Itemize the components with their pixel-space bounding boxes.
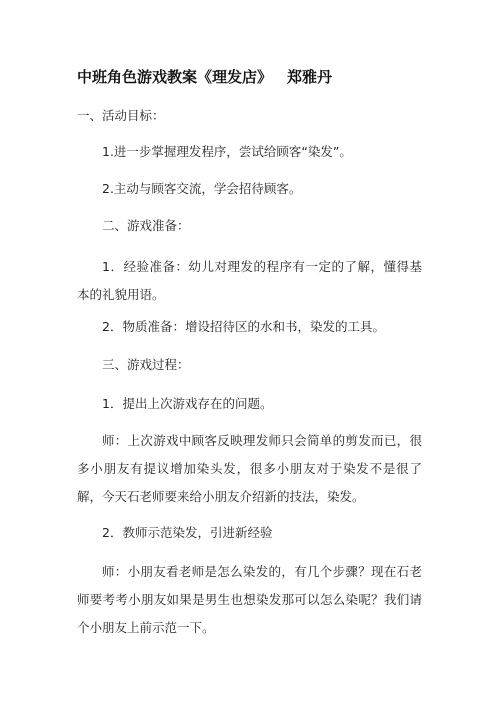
document-title: 中班角色游戏教案《理发店》 (77, 68, 273, 86)
goal-item-2: 2.主动与顾客交流，学会招待顾客。 (102, 181, 302, 196)
prep-item-experience: 1．经验准备：幼儿对理发的程序有一定的了解，懂得基本的礼貌用语。 (77, 259, 422, 302)
teacher-paragraph-1: 师：上次游戏中顾客反映理发师只会简单的剪发而已，很多小朋友有提议增加染头发，很多小朋友对于染发不是很了解，今天石老师要来给小朋友介绍新的技法，染发。 (77, 433, 422, 504)
goal-item-1: 1.进一步掌握理发程序，尝试给顾客“染发”。 (102, 144, 352, 159)
section-heading-goals: 一、活动目标： (77, 108, 165, 123)
prep-item-materials: 2．物质准备：增设招待区的水和书，染发的工具。 (102, 319, 385, 334)
process-step-1: 1．提出上次游戏存在的问题。 (102, 396, 273, 411)
teacher-paragraph-2: 师：小朋友看老师是怎么染发的，有几个步骤？现在石老师要考考小朋友如果是男生也想染发那可以怎么染呢？我们请个小朋友上前示范一下。 (77, 564, 422, 635)
process-step-2: 2．教师示范染发，引进新经验 (102, 525, 273, 540)
section-heading-preparation: 二、游戏准备： (102, 218, 190, 233)
section-heading-process: 三、游戏过程： (102, 357, 190, 372)
document-title-row (77, 66, 437, 88)
document-author: 郑雅丹 (287, 68, 333, 86)
